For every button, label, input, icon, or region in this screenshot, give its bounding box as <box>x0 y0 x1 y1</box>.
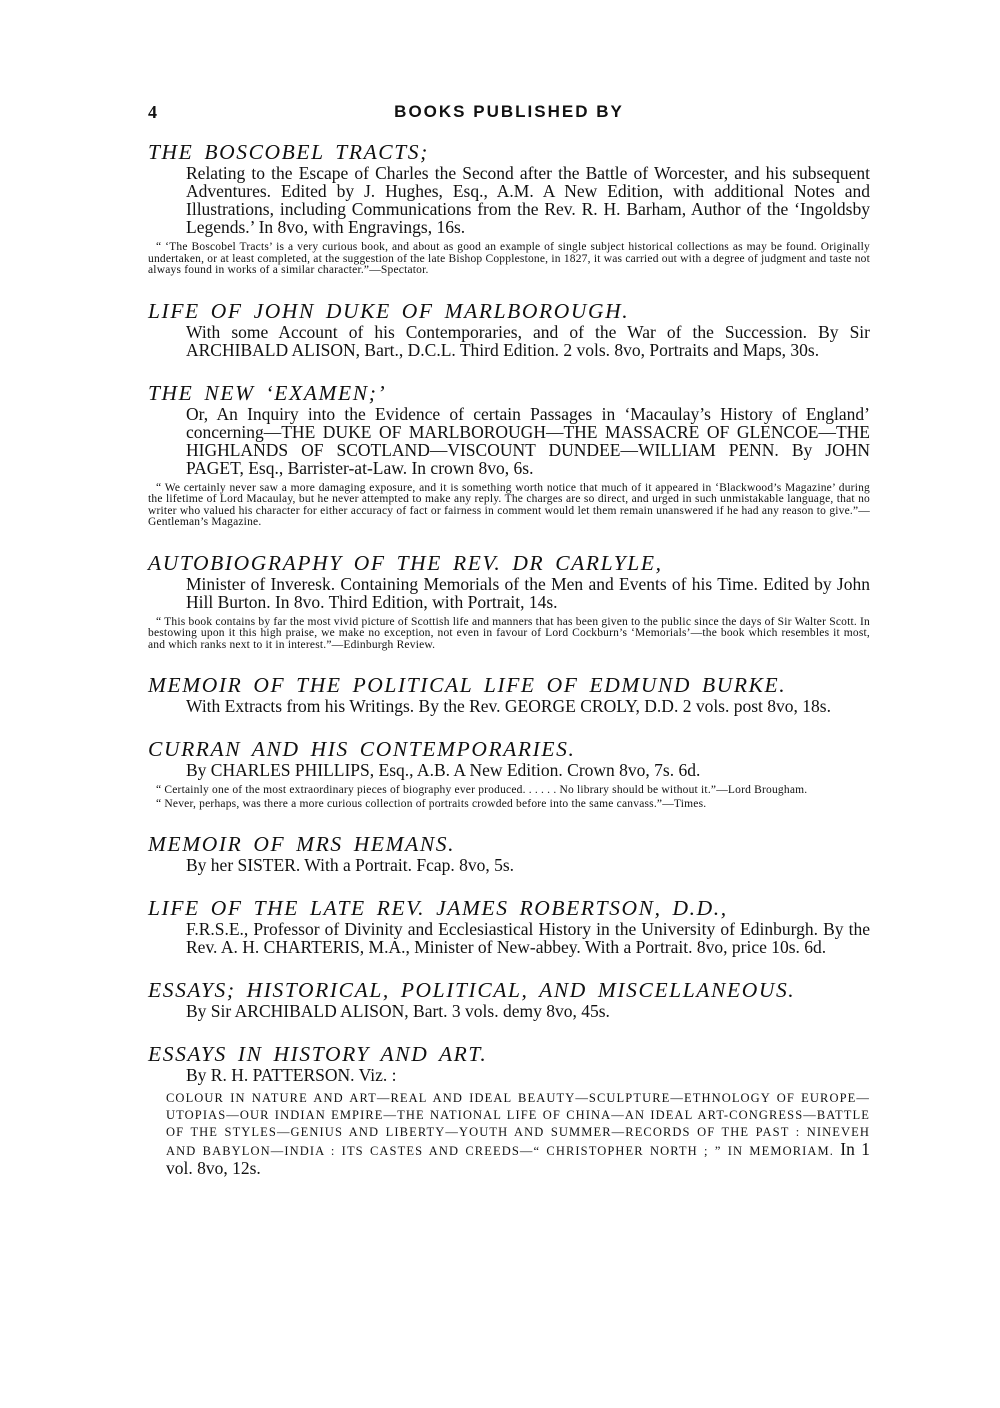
review-quote: “ Never, perhaps, was there a more curious collection of portraits crowded before into the same canvass.”—Times. <box>156 797 707 810</box>
entry-title: ESSAYS; HISTORICAL, POLITICAL, AND MISCELLANEOUS. <box>148 978 796 1002</box>
entry-title: THE BOSCOBEL TRACTS; <box>148 140 429 164</box>
entry-autobiography-carlyle <box>148 551 870 652</box>
entry-description: F.R.S.E., Professor of Divinity and Ecclesiastical History in the University of Edinburgh. By the Rev. A. H. CHARTERIS, M.A., Minister of New-abbey. With a Portrait. 8vo, price 10s. 6d. <box>186 919 870 957</box>
entry-description: With some Account of his Contemporaries, and of the War of the Succession. By Sir ARCHIBALD ALISON, Bart., D.C.L. Third Edition. 2 vols. 8vo, Portraits and Maps, 30s. <box>186 321 870 360</box>
entry-description: Or, An Inquiry into the Evidence of certain Passages in ‘Macaulay’s History of England’ concerning—THE DUKE OF MARLBOROUGH—THE MASSACRE OF GLENCOE—THE HIGHLANDS OF SCOTLAND—VISCOUNT DUNDEE—WILLIAM PENN. By JOHN PAGET, Esq., Barrister-at-Law. In crown 8vo, 6s. <box>186 403 870 478</box>
entry-title: CURRAN AND HIS CONTEMPORARIES. <box>148 737 576 761</box>
entry-new-examen <box>148 381 870 529</box>
review-quote: “ We certainly never saw a more damaging exposure, and it is something worth notice that much of it appeared in ‘Blackwood’s Magazine’ during the lifetime of Lord Macaulay, but he never attempted to make any reply. The charges are so direct, and urged in such unmistakable language, that no writer who valued his character for either accuracy of fact or fairness in comment would let them remain unanswered if he had any reason to give.”—Gentleman’s Magazine. <box>148 481 870 528</box>
running-head: BOOKS PUBLISHED BY <box>394 102 624 121</box>
page-number: 4 <box>148 102 157 122</box>
book-page <box>148 96 870 1179</box>
entry-description: By Sir ARCHIBALD ALISON, Bart. 3 vols. demy 8vo, 45s. <box>186 1001 610 1021</box>
entry-title: LIFE OF JOHN DUKE OF MARLBOROUGH. <box>148 298 630 323</box>
entry-description: With Extracts from his Writings. By the Rev. GEORGE CROLY, D.D. 2 vols. post 8vo, 18s. <box>186 696 831 716</box>
entry-description: By CHARLES PHILLIPS, Esq., A.B. A New Edition. Crown 8vo, 7s. 6d. <box>186 760 701 780</box>
page-header <box>148 96 870 126</box>
entry-description: By her SISTER. With a Portrait. Fcap. 8vo, 5s. <box>186 855 515 875</box>
entry-essays-history-art <box>148 1042 870 1179</box>
entry-title: LIFE OF THE LATE REV. JAMES ROBERTSON, D.D., <box>148 896 728 920</box>
entry-title: AUTOBIOGRAPHY OF THE REV. DR CARLYLE, <box>148 550 663 575</box>
review-quote: “ Certainly one of the most extraordinary pieces of biography ever produced. . . . . . No library should be without it.”—Lord Brougham. <box>156 784 808 796</box>
entry-life-james-robertson <box>148 896 870 956</box>
entry-description: Minister of Inveresk. Containing Memorials of the Men and Events of his Time. Edited by John Hill Burton. In 8vo. Third Edition, with Portrait, 14s. <box>186 573 870 612</box>
contents-list <box>166 1090 870 1179</box>
entry-title: MEMOIR OF THE POLITICAL LIFE OF EDMUND BURKE. <box>148 673 787 697</box>
entry-title: MEMOIR OF MRS HEMANS. <box>148 832 456 856</box>
entry-memoir-burke <box>148 673 870 715</box>
entry-curran-contemporaries <box>148 737 870 810</box>
entry-title: THE NEW ‘EXAMEN;’ <box>148 380 387 405</box>
contents-items: COLOUR IN NATURE AND ART—REAL AND IDEAL BEAUTY—SCULPTURE—ETHNOLOGY OF EUROPE—UTOPIAS—OUR INDIAN EMPIRE—THE NATIONAL LIFE OF CHINA—AN IDEAL ART-CONGRESS—BATTLE OF THE STYLES—GENIUS AND LIBERTY—YOUTH AND SUMMER—RECORDS OF THE PAST : NINEVEH AND BABYLON—INDIA : ITS CASTES AND CREEDS—“ CHRISTOPHER NORTH ; ” IN MEMORIAM. <box>166 1091 870 1158</box>
entry-life-of-marlborough <box>148 299 870 359</box>
review-quote: “ This book contains by far the most vivid picture of Scottish life and manners that has been given to the public since the days of Sir Walter Scott. In bestowing upon it this high praise, we make no exception, not even in favour of Lord Cockburn’s ‘Memorials’—the book which resembles it most, and which ranks next to it in interest.”—Edinburgh Review. <box>148 615 870 651</box>
entry-description: Relating to the Escape of Charles the Second after the Battle of Worcester, and his subsequent Adventures. Edited by J. Hughes, Esq., A.M. A New Edition, with additional Notes and Illustrations, including Communications from the Rev. R. H. Barham, Author of the ‘Ingoldsby Legends.’ In 8vo, with Engravings, 16s. <box>186 163 870 237</box>
contents-price: In 1 vol. 8vo, 12s. <box>166 1139 870 1178</box>
entry-memoir-hemans <box>148 832 870 874</box>
entry-essays-alison <box>148 978 870 1020</box>
entry-description: By R. H. PATTERSON. Viz. : <box>186 1065 397 1085</box>
review-quote: “ ‘The Boscobel Tracts’ is a very curious book, and about as good an example of single subject historical collections as may be found. Originally undertaken, or at least completed, at the suggestion of the late Bishop Copplestone, in 1827, it was carried out with a degree of judgment and taste not always found in works of a similar character.”—Spectator. <box>148 241 870 276</box>
entry-boscobel-tracts <box>148 140 870 277</box>
entry-title: ESSAYS IN HISTORY AND ART. <box>148 1042 488 1066</box>
